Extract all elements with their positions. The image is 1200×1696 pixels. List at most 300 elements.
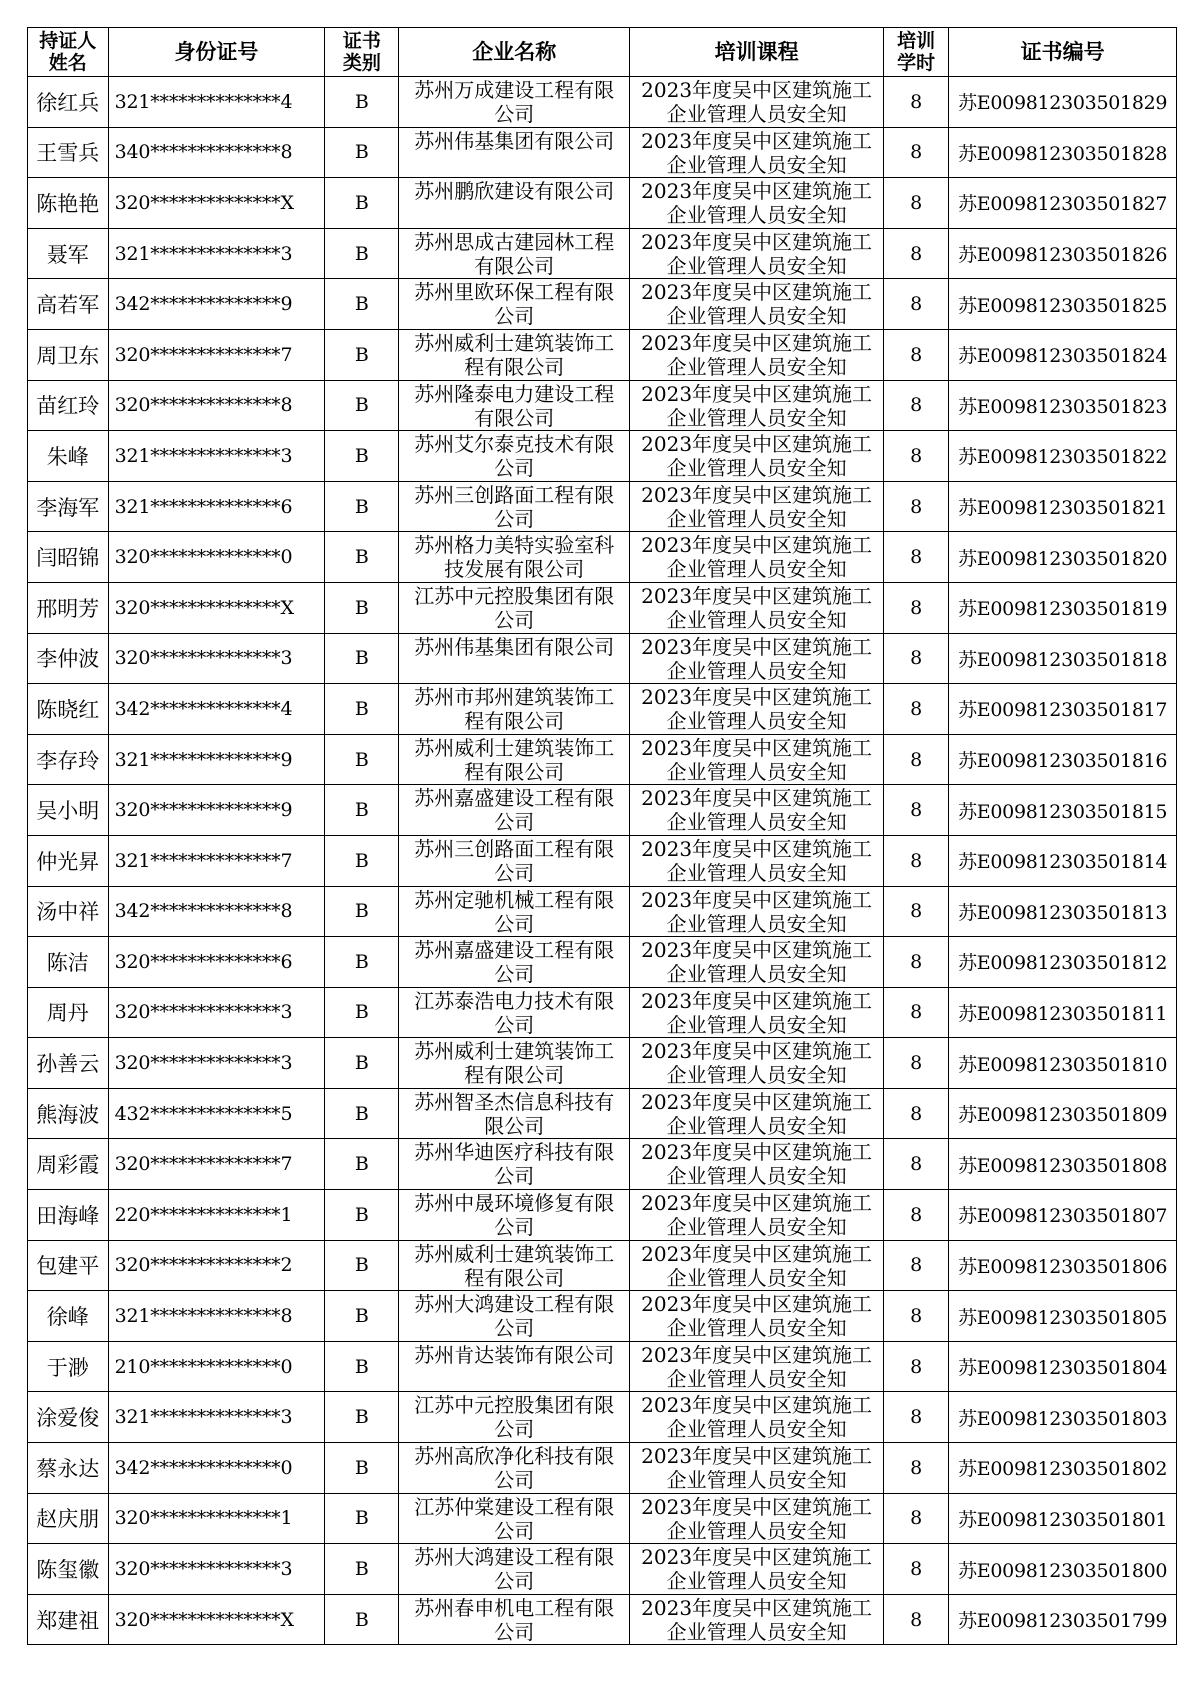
id-number-cell: 321**************9: [108, 734, 325, 785]
course-cell: [630, 734, 884, 785]
company-cell-text: 苏州大鸿建设工程有限公司: [414, 1292, 615, 1341]
hours-cell: 8: [883, 785, 948, 836]
header-holder-name: [28, 28, 109, 77]
course-cell: [630, 633, 884, 684]
cert-number-cell: 苏E009812303501799: [949, 1594, 1177, 1645]
cert-type-cell: B: [325, 431, 399, 482]
company-cell-text: 苏州鹏欣建设有限公司: [414, 179, 615, 204]
cert-number-cell: 苏E009812303501815: [949, 785, 1177, 836]
cert-type-cell: B: [325, 684, 399, 735]
company-cell: [399, 1291, 630, 1342]
course-cell-text: 2023年度吴中区建筑施工企业管理人员安全知: [641, 786, 873, 835]
company-cell-text: 苏州嘉盛建设工程有限公司: [414, 938, 615, 987]
header-company: 企业名称: [399, 28, 630, 77]
course-cell-text: 2023年度吴中区建筑施工企业管理人员安全知: [641, 583, 873, 632]
id-number-cell: 220**************1: [108, 1190, 325, 1241]
table-row: [28, 734, 1177, 785]
cert-type-cell: B: [325, 582, 399, 633]
hours-cell: 8: [883, 1291, 948, 1342]
cert-number-cell: 苏E009812303501808: [949, 1139, 1177, 1190]
company-cell: [399, 532, 630, 583]
course-cell-text: 2023年度吴中区建筑施工企业管理人员安全知: [641, 533, 873, 582]
cert-type-cell: B: [325, 785, 399, 836]
holder-name-cell: 包建平: [28, 1240, 109, 1291]
id-number-cell: 320**************3: [108, 1038, 325, 1089]
header-course: 培训课程: [630, 28, 884, 77]
header-row: [28, 28, 1177, 77]
cert-type-cell: B: [325, 329, 399, 380]
company-cell-text: 苏州三创路面工程有限公司: [414, 482, 615, 531]
course-cell: [630, 1190, 884, 1241]
course-cell: [630, 684, 884, 735]
holder-name-cell: 涂爱俊: [28, 1392, 109, 1443]
hours-cell: 8: [883, 582, 948, 633]
course-cell: [630, 937, 884, 988]
hours-cell: 8: [883, 633, 948, 684]
holder-name-cell: 闫昭锦: [28, 532, 109, 583]
holder-name-cell: 王雪兵: [28, 127, 109, 178]
company-cell-text: 苏州智圣杰信息科技有限公司: [414, 1089, 615, 1138]
table-row: [28, 178, 1177, 229]
company-cell: [399, 1088, 630, 1139]
holder-name-cell: 陈洁: [28, 937, 109, 988]
company-cell: [399, 785, 630, 836]
hours-cell: 8: [883, 1594, 948, 1645]
company-cell: [399, 431, 630, 482]
course-cell-text: 2023年度吴中区建筑施工企业管理人员安全知: [641, 938, 873, 987]
company-cell: [399, 1038, 630, 1089]
table-row: [28, 77, 1177, 128]
id-number-cell: 320**************9: [108, 785, 325, 836]
company-cell-text: 苏州春申机电工程有限公司: [414, 1595, 615, 1644]
holder-name-cell: 于渺: [28, 1341, 109, 1392]
course-cell-text: 2023年度吴中区建筑施工企业管理人员安全知: [641, 1292, 873, 1341]
table-row: [28, 1291, 1177, 1342]
holder-name-cell: 田海峰: [28, 1190, 109, 1241]
cert-number-cell: 苏E009812303501810: [949, 1038, 1177, 1089]
company-cell: [399, 1341, 630, 1392]
course-cell-text: 2023年度吴中区建筑施工企业管理人员安全知: [641, 836, 873, 885]
company-cell-text: 苏州威利士建筑装饰工程有限公司: [414, 330, 615, 379]
hours-cell: 8: [883, 1443, 948, 1494]
course-cell: [630, 1594, 884, 1645]
holder-name-cell: 徐红兵: [28, 77, 109, 128]
holder-name-cell: 汤中祥: [28, 886, 109, 937]
holder-name-cell: 熊海波: [28, 1088, 109, 1139]
course-cell: [630, 127, 884, 178]
company-cell: [399, 734, 630, 785]
hours-cell: 8: [883, 1190, 948, 1241]
hours-cell: 8: [883, 1240, 948, 1291]
header-cert-type-line2: 类别: [342, 52, 381, 74]
company-cell: [399, 886, 630, 937]
company-cell-text: 苏州威利士建筑装饰工程有限公司: [414, 1039, 615, 1088]
cert-number-cell: 苏E009812303501820: [949, 532, 1177, 583]
cert-number-cell: 苏E009812303501823: [949, 380, 1177, 431]
cert-type-cell: B: [325, 380, 399, 431]
company-cell: [399, 481, 630, 532]
company-cell-text: 苏州思成古建园林工程有限公司: [414, 229, 615, 278]
holder-name-cell: 邢明芳: [28, 582, 109, 633]
cert-number-cell: 苏E009812303501809: [949, 1088, 1177, 1139]
course-cell: [630, 431, 884, 482]
cert-type-cell: B: [325, 1291, 399, 1342]
header-hours: [883, 28, 948, 77]
company-cell-text: 江苏泰浩电力技术有限公司: [414, 988, 615, 1037]
table-body: [28, 77, 1177, 1645]
cert-number-cell: 苏E009812303501801: [949, 1493, 1177, 1544]
id-number-cell: 320**************7: [108, 329, 325, 380]
cert-type-cell: B: [325, 987, 399, 1038]
id-number-cell: 340**************8: [108, 127, 325, 178]
table-row: [28, 1139, 1177, 1190]
course-cell: [630, 1291, 884, 1342]
hours-cell: 8: [883, 127, 948, 178]
hours-cell: 8: [883, 279, 948, 330]
header-hours-line2: 学时: [897, 52, 936, 74]
course-cell: [630, 481, 884, 532]
id-number-cell: 321**************3: [108, 1392, 325, 1443]
course-cell-text: 2023年度吴中区建筑施工企业管理人员安全知: [641, 1393, 873, 1442]
holder-name-cell: 周卫东: [28, 329, 109, 380]
cert-number-cell: 苏E009812303501806: [949, 1240, 1177, 1291]
cert-number-cell: 苏E009812303501826: [949, 228, 1177, 279]
table-header: [28, 28, 1177, 77]
course-cell: [630, 1392, 884, 1443]
cert-type-cell: B: [325, 1190, 399, 1241]
holder-name-cell: 赵庆朋: [28, 1493, 109, 1544]
company-cell: [399, 1139, 630, 1190]
course-cell: [630, 380, 884, 431]
holder-name-cell: 孙善云: [28, 1038, 109, 1089]
id-number-cell: 320**************7: [108, 1139, 325, 1190]
company-cell: [399, 684, 630, 735]
id-number-cell: 342**************0: [108, 1443, 325, 1494]
cert-type-cell: B: [325, 734, 399, 785]
cert-number-cell: 苏E009812303501804: [949, 1341, 1177, 1392]
cert-number-cell: 苏E009812303501827: [949, 178, 1177, 229]
company-cell-text: 苏州格力美特实验室科技发展有限公司: [414, 533, 615, 582]
company-cell-text: 苏州伟基集团有限公司: [414, 128, 615, 153]
cert-type-cell: B: [325, 1341, 399, 1392]
holder-name-cell: 蔡永达: [28, 1443, 109, 1494]
company-cell: [399, 329, 630, 380]
cert-number-cell: 苏E009812303501805: [949, 1291, 1177, 1342]
hours-cell: 8: [883, 684, 948, 735]
hours-cell: 8: [883, 532, 948, 583]
holder-name-cell: 李存玲: [28, 734, 109, 785]
holder-name-cell: 聂军: [28, 228, 109, 279]
certificate-table: [27, 27, 1177, 1645]
course-cell: [630, 1038, 884, 1089]
cert-type-cell: B: [325, 77, 399, 128]
hours-cell: 8: [883, 431, 948, 482]
cert-type-cell: B: [325, 481, 399, 532]
course-cell-text: 2023年度吴中区建筑施工企业管理人员安全知: [641, 1241, 873, 1290]
company-cell-text: 苏州肯达装饰有限公司: [414, 1342, 615, 1367]
course-cell: [630, 228, 884, 279]
cert-number-cell: 苏E009812303501814: [949, 835, 1177, 886]
company-cell: [399, 228, 630, 279]
holder-name-cell: 李仲波: [28, 633, 109, 684]
company-cell: [399, 178, 630, 229]
company-cell: [399, 77, 630, 128]
table-row: [28, 633, 1177, 684]
table-row: [28, 1544, 1177, 1595]
hours-cell: 8: [883, 1139, 948, 1190]
cert-number-cell: 苏E009812303501818: [949, 633, 1177, 684]
id-number-cell: 320**************8: [108, 380, 325, 431]
cert-number-cell: 苏E009812303501811: [949, 987, 1177, 1038]
table-row: [28, 1240, 1177, 1291]
id-number-cell: 320**************3: [108, 987, 325, 1038]
holder-name-cell: 陈玺徽: [28, 1544, 109, 1595]
table-row: [28, 228, 1177, 279]
cert-number-cell: 苏E009812303501802: [949, 1443, 1177, 1494]
course-cell: [630, 987, 884, 1038]
company-cell: [399, 835, 630, 886]
course-cell: [630, 582, 884, 633]
cert-number-cell: 苏E009812303501822: [949, 431, 1177, 482]
table-row: [28, 1443, 1177, 1494]
course-cell-text: 2023年度吴中区建筑施工企业管理人员安全知: [641, 1191, 873, 1240]
course-cell: [630, 77, 884, 128]
table-row: [28, 1088, 1177, 1139]
cert-type-cell: B: [325, 1392, 399, 1443]
company-cell: [399, 1493, 630, 1544]
holder-name-cell: 高若军: [28, 279, 109, 330]
cert-number-cell: 苏E009812303501800: [949, 1544, 1177, 1595]
hours-cell: 8: [883, 178, 948, 229]
course-cell-text: 2023年度吴中区建筑施工企业管理人员安全知: [641, 128, 873, 177]
id-number-cell: 320**************1: [108, 1493, 325, 1544]
table-row: [28, 481, 1177, 532]
id-number-cell: 432**************5: [108, 1088, 325, 1139]
cert-type-cell: B: [325, 127, 399, 178]
table-row: [28, 684, 1177, 735]
header-cert-number: 证书编号: [949, 28, 1177, 77]
id-number-cell: 210**************0: [108, 1341, 325, 1392]
course-cell-text: 2023年度吴中区建筑施工企业管理人员安全知: [641, 1039, 873, 1088]
cert-number-cell: 苏E009812303501821: [949, 481, 1177, 532]
holder-name-cell: 周丹: [28, 987, 109, 1038]
course-cell-text: 2023年度吴中区建筑施工企业管理人员安全知: [641, 381, 873, 430]
id-number-cell: 320**************2: [108, 1240, 325, 1291]
company-cell: [399, 1594, 630, 1645]
hours-cell: 8: [883, 1088, 948, 1139]
cert-number-cell: 苏E009812303501819: [949, 582, 1177, 633]
hours-cell: 8: [883, 481, 948, 532]
course-cell: [630, 1493, 884, 1544]
id-number-cell: 342**************4: [108, 684, 325, 735]
course-cell: [630, 1088, 884, 1139]
cert-type-cell: B: [325, 1493, 399, 1544]
cert-type-cell: B: [325, 1088, 399, 1139]
id-number-cell: 321**************8: [108, 1291, 325, 1342]
course-cell-text: 2023年度吴中区建筑施工企业管理人员安全知: [641, 634, 873, 683]
table-row: [28, 1594, 1177, 1645]
hours-cell: 8: [883, 77, 948, 128]
course-cell-text: 2023年度吴中区建筑施工企业管理人员安全知: [641, 735, 873, 784]
course-cell-text: 2023年度吴中区建筑施工企业管理人员安全知: [641, 1545, 873, 1594]
holder-name-cell: 陈艳艳: [28, 178, 109, 229]
cert-number-cell: 苏E009812303501803: [949, 1392, 1177, 1443]
hours-cell: 8: [883, 1341, 948, 1392]
company-cell-text: 苏州隆泰电力建设工程有限公司: [414, 381, 615, 430]
cert-type-cell: B: [325, 937, 399, 988]
course-cell-text: 2023年度吴中区建筑施工企业管理人员安全知: [641, 280, 873, 329]
course-cell-text: 2023年度吴中区建筑施工企业管理人员安全知: [641, 988, 873, 1037]
company-cell: [399, 279, 630, 330]
holder-name-cell: 仲光昇: [28, 835, 109, 886]
course-cell-text: 2023年度吴中区建筑施工企业管理人员安全知: [641, 1595, 873, 1644]
header-hours-line1: 培训: [897, 30, 936, 52]
company-cell: [399, 987, 630, 1038]
header-cert-type: [325, 28, 399, 77]
header-holder-name-line1: 持证人: [39, 30, 97, 52]
holder-name-cell: 周彩霞: [28, 1139, 109, 1190]
cert-number-cell: 苏E009812303501825: [949, 279, 1177, 330]
table-row: [28, 835, 1177, 886]
id-number-cell: 320**************X: [108, 178, 325, 229]
company-cell: [399, 127, 630, 178]
company-cell-text: 苏州嘉盛建设工程有限公司: [414, 786, 615, 835]
company-cell-text: 苏州大鸿建设工程有限公司: [414, 1545, 615, 1594]
company-cell-text: 苏州威利士建筑装饰工程有限公司: [414, 735, 615, 784]
cert-type-cell: B: [325, 1240, 399, 1291]
company-cell-text: 苏州威利士建筑装饰工程有限公司: [414, 1241, 615, 1290]
company-cell: [399, 937, 630, 988]
cert-number-cell: 苏E009812303501807: [949, 1190, 1177, 1241]
course-cell: [630, 785, 884, 836]
hours-cell: 8: [883, 1493, 948, 1544]
table-row: [28, 987, 1177, 1038]
hours-cell: 8: [883, 1392, 948, 1443]
company-cell: [399, 380, 630, 431]
table-row: [28, 431, 1177, 482]
course-cell-text: 2023年度吴中区建筑施工企业管理人员安全知: [641, 1342, 873, 1391]
course-cell-text: 2023年度吴中区建筑施工企业管理人员安全知: [641, 887, 873, 936]
cert-number-cell: 苏E009812303501817: [949, 684, 1177, 735]
cert-number-cell: 苏E009812303501816: [949, 734, 1177, 785]
course-cell-text: 2023年度吴中区建筑施工企业管理人员安全知: [641, 1140, 873, 1189]
holder-name-cell: 苗红玲: [28, 380, 109, 431]
holder-name-cell: 陈晓红: [28, 684, 109, 735]
company-cell-text: 江苏仲棠建设工程有限公司: [414, 1494, 615, 1543]
company-cell-text: 苏州伟基集团有限公司: [414, 634, 615, 659]
table-row: [28, 1493, 1177, 1544]
id-number-cell: 321**************3: [108, 228, 325, 279]
company-cell: [399, 1544, 630, 1595]
course-cell: [630, 329, 884, 380]
company-cell: [399, 1392, 630, 1443]
hours-cell: 8: [883, 329, 948, 380]
id-number-cell: 321**************6: [108, 481, 325, 532]
company-cell-text: 苏州艾尔泰克技术有限公司: [414, 432, 615, 481]
cert-number-cell: 苏E009812303501828: [949, 127, 1177, 178]
table-row: [28, 785, 1177, 836]
table-row: [28, 532, 1177, 583]
company-cell: [399, 582, 630, 633]
company-cell: [399, 1190, 630, 1241]
hours-cell: 8: [883, 734, 948, 785]
id-number-cell: 342**************9: [108, 279, 325, 330]
id-number-cell: 320**************X: [108, 582, 325, 633]
company-cell: [399, 633, 630, 684]
header-cert-type-line1: 证书: [342, 30, 381, 52]
hours-cell: 8: [883, 1038, 948, 1089]
table-row: [28, 127, 1177, 178]
id-number-cell: 321**************4: [108, 77, 325, 128]
holder-name-cell: 郑建祖: [28, 1594, 109, 1645]
course-cell-text: 2023年度吴中区建筑施工企业管理人员安全知: [641, 1494, 873, 1543]
course-cell: [630, 178, 884, 229]
course-cell-text: 2023年度吴中区建筑施工企业管理人员安全知: [641, 482, 873, 531]
cert-number-cell: 苏E009812303501813: [949, 886, 1177, 937]
holder-name-cell: 吴小明: [28, 785, 109, 836]
header-holder-name-line2: 姓名: [48, 52, 87, 74]
table-row: [28, 937, 1177, 988]
hours-cell: 8: [883, 835, 948, 886]
cert-type-cell: B: [325, 835, 399, 886]
table-row: [28, 279, 1177, 330]
id-number-cell: 320**************0: [108, 532, 325, 583]
course-cell-text: 2023年度吴中区建筑施工企业管理人员安全知: [641, 1089, 873, 1138]
cert-type-cell: B: [325, 279, 399, 330]
table-row: [28, 1038, 1177, 1089]
course-cell-text: 2023年度吴中区建筑施工企业管理人员安全知: [641, 685, 873, 734]
company-cell-text: 苏州华迪医疗科技有限公司: [414, 1140, 615, 1189]
cert-type-cell: B: [325, 633, 399, 684]
holder-name-cell: 朱峰: [28, 431, 109, 482]
company-cell-text: 苏州定驰机械工程有限公司: [414, 887, 615, 936]
hours-cell: 8: [883, 1544, 948, 1595]
course-cell-text: 2023年度吴中区建筑施工企业管理人员安全知: [641, 432, 873, 481]
table-row: [28, 1341, 1177, 1392]
cert-number-cell: 苏E009812303501829: [949, 77, 1177, 128]
company-cell-text: 江苏中元控股集团有限公司: [414, 1393, 615, 1442]
course-cell: [630, 1443, 884, 1494]
table-row: [28, 329, 1177, 380]
id-number-cell: 321**************7: [108, 835, 325, 886]
course-cell: [630, 532, 884, 583]
table-row: [28, 1392, 1177, 1443]
id-number-cell: 342**************8: [108, 886, 325, 937]
course-cell: [630, 1139, 884, 1190]
cert-number-cell: 苏E009812303501824: [949, 329, 1177, 380]
cert-type-cell: B: [325, 1139, 399, 1190]
company-cell-text: 江苏中元控股集团有限公司: [414, 583, 615, 632]
id-number-cell: 320**************3: [108, 1544, 325, 1595]
course-cell: [630, 886, 884, 937]
company-cell: [399, 1240, 630, 1291]
cert-number-cell: 苏E009812303501812: [949, 937, 1177, 988]
company-cell-text: 苏州市邦州建筑装饰工程有限公司: [414, 685, 615, 734]
cert-type-cell: B: [325, 1594, 399, 1645]
hours-cell: 8: [883, 228, 948, 279]
table-row: [28, 1190, 1177, 1241]
company-cell-text: 苏州万成建设工程有限公司: [414, 78, 615, 126]
cert-type-cell: B: [325, 1038, 399, 1089]
holder-name-cell: 徐峰: [28, 1291, 109, 1342]
cert-type-cell: B: [325, 1443, 399, 1494]
holder-name-cell: 李海军: [28, 481, 109, 532]
id-number-cell: 320**************6: [108, 937, 325, 988]
course-cell-text: 2023年度吴中区建筑施工企业管理人员安全知: [641, 1444, 873, 1493]
header-id-number: 身份证号: [108, 28, 325, 77]
hours-cell: 8: [883, 380, 948, 431]
course-cell: [630, 1240, 884, 1291]
